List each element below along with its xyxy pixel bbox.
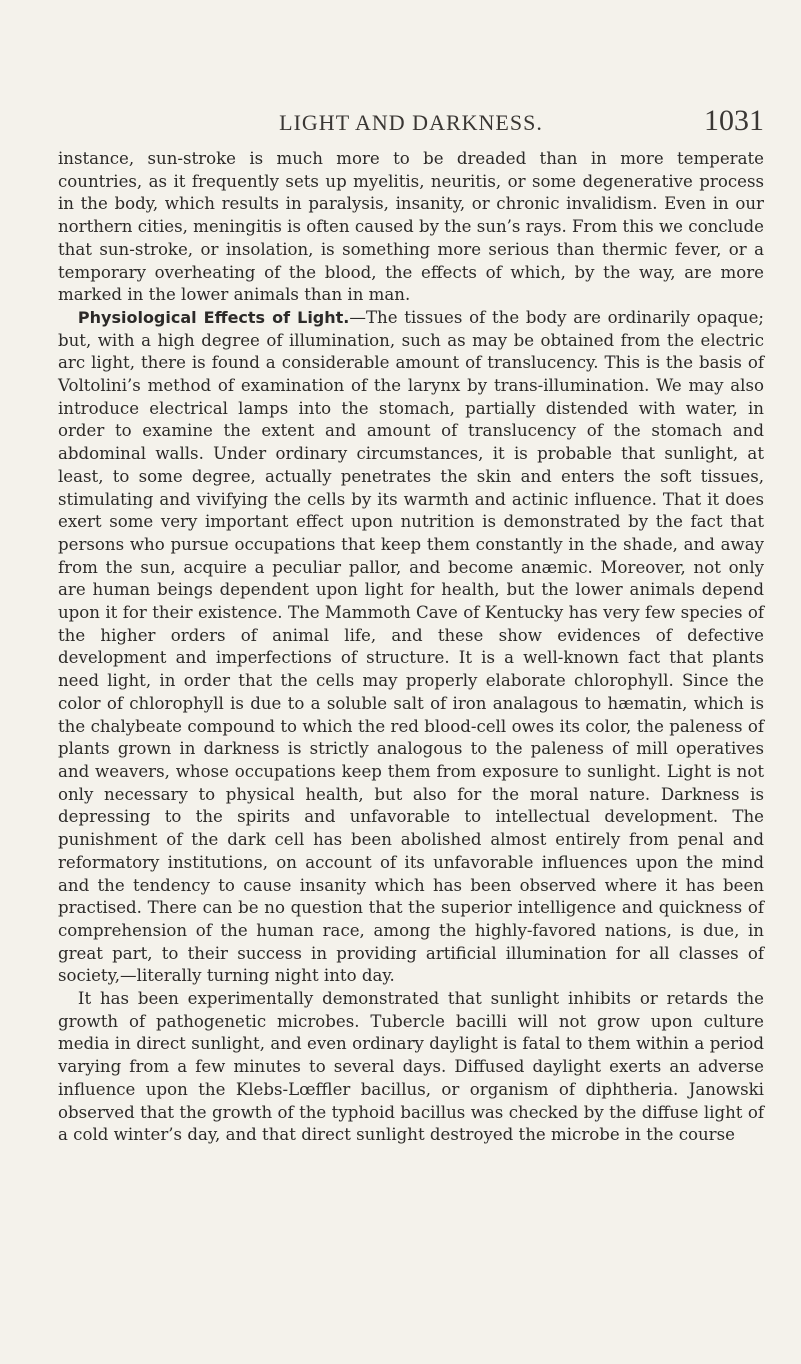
paragraph-3: It has been experimentally demonstrated that sunlight inhibits or retards the growth of pathogenetic microbes. Tubercle bacilli will not grow upon culture media in direct sunlight, and even ordinary daylight is fatal to them within a period varying from a few minutes to several days. Diffused daylight exerts an adverse influence upon the Klebs-Lœffler bacillus, or organism of diphtheria. Janowski observed that the growth of the typhoid bacillus was checked by the diffuse light of a cold winter’s day, and that direct sunlight destroyed the microbe in the course — [58, 989, 764, 1145]
paragraph-2 — [58, 307, 764, 988]
body-text — [58, 148, 764, 1147]
running-head — [58, 104, 764, 144]
running-title: LIGHT AND DARKNESS. — [279, 110, 543, 135]
page-number: 1031 — [704, 104, 764, 137]
paragraph-1: instance, sun-stroke is much more to be dreaded than in more temperate countries, as it frequently sets up myelitis, neuritis, or some degenerative process in the body, which results in paralysis, insanity, or chronic invalidism. Even in our northern cities, meningitis is often caused by the sun’s rays. From this we conclude that sun-stroke, or insolation, is something more serious than thermic fever, or a temporary overheating of the blood, the effects of which, by the way, are more marked in the lower animals than in man. — [58, 149, 764, 305]
paragraph-2-text: —The tissues of the body are ordinarily opaque; but, with a high degree of illumination, such as may be obtained from the electric arc light, there is found a considerable amount of translucency. This is the basis of Voltolini’s method of examination of the larynx by trans-illumination. We may also introduce electrical lamps into the stomach, partially distended with water, in order to examine the extent and amount of translucency of the stomach and abdominal walls. Under ordinary circumstances, it is probable that sunlight, at least, to some degree, actually penetrates the skin and enters the soft tissues, stimulating and vivifying the cells by its warmth and actinic influence. That it does exert some very important effect upon nutrition is demonstrated by the fact that persons who pursue occupations that keep them constantly in the shade, and away from the sun, acquire a peculiar pallor, and become anæmic. Moreover, not only are human beings dependent upon light for health, but the lower animals depend upon it for their existence. The Mammoth Cave of Kentucky has very few species of the higher orders of animal life, and these show evidences of defective development and imperfections of structure. It is a well-known fact that plants need light, in order that the cells may properly elaborate chlorophyll. Since the color of chlorophyll is due to a soluble salt of iron analagous to hæmatin, which is the chalybeate compound to which the red blood-cell owes its color, the paleness of plants grown in darkness is strictly analogous to the paleness of mill operatives and weavers, whose occupations keep them from exposure to sunlight. Light is not only necessary to physical health, but also for the moral nature. Darkness is depressing to the spirits and unfavorable to intellectual development. The punishment of the dark cell has been abolished almost entirely from penal and reformatory institutions, on account of its unfavorable influences upon the mind and the tendency to cause insanity which has been observed where it has been practised. There can be no question that the superior intelligence and quickness of comprehension of the human race, among the highly-favored nations, is due, in great part, to their success in providing artificial illumination for all classes of society,—literally turning night into day. — [58, 307, 764, 986]
section-heading: Physiological Effects of Light. — [77, 307, 350, 327]
